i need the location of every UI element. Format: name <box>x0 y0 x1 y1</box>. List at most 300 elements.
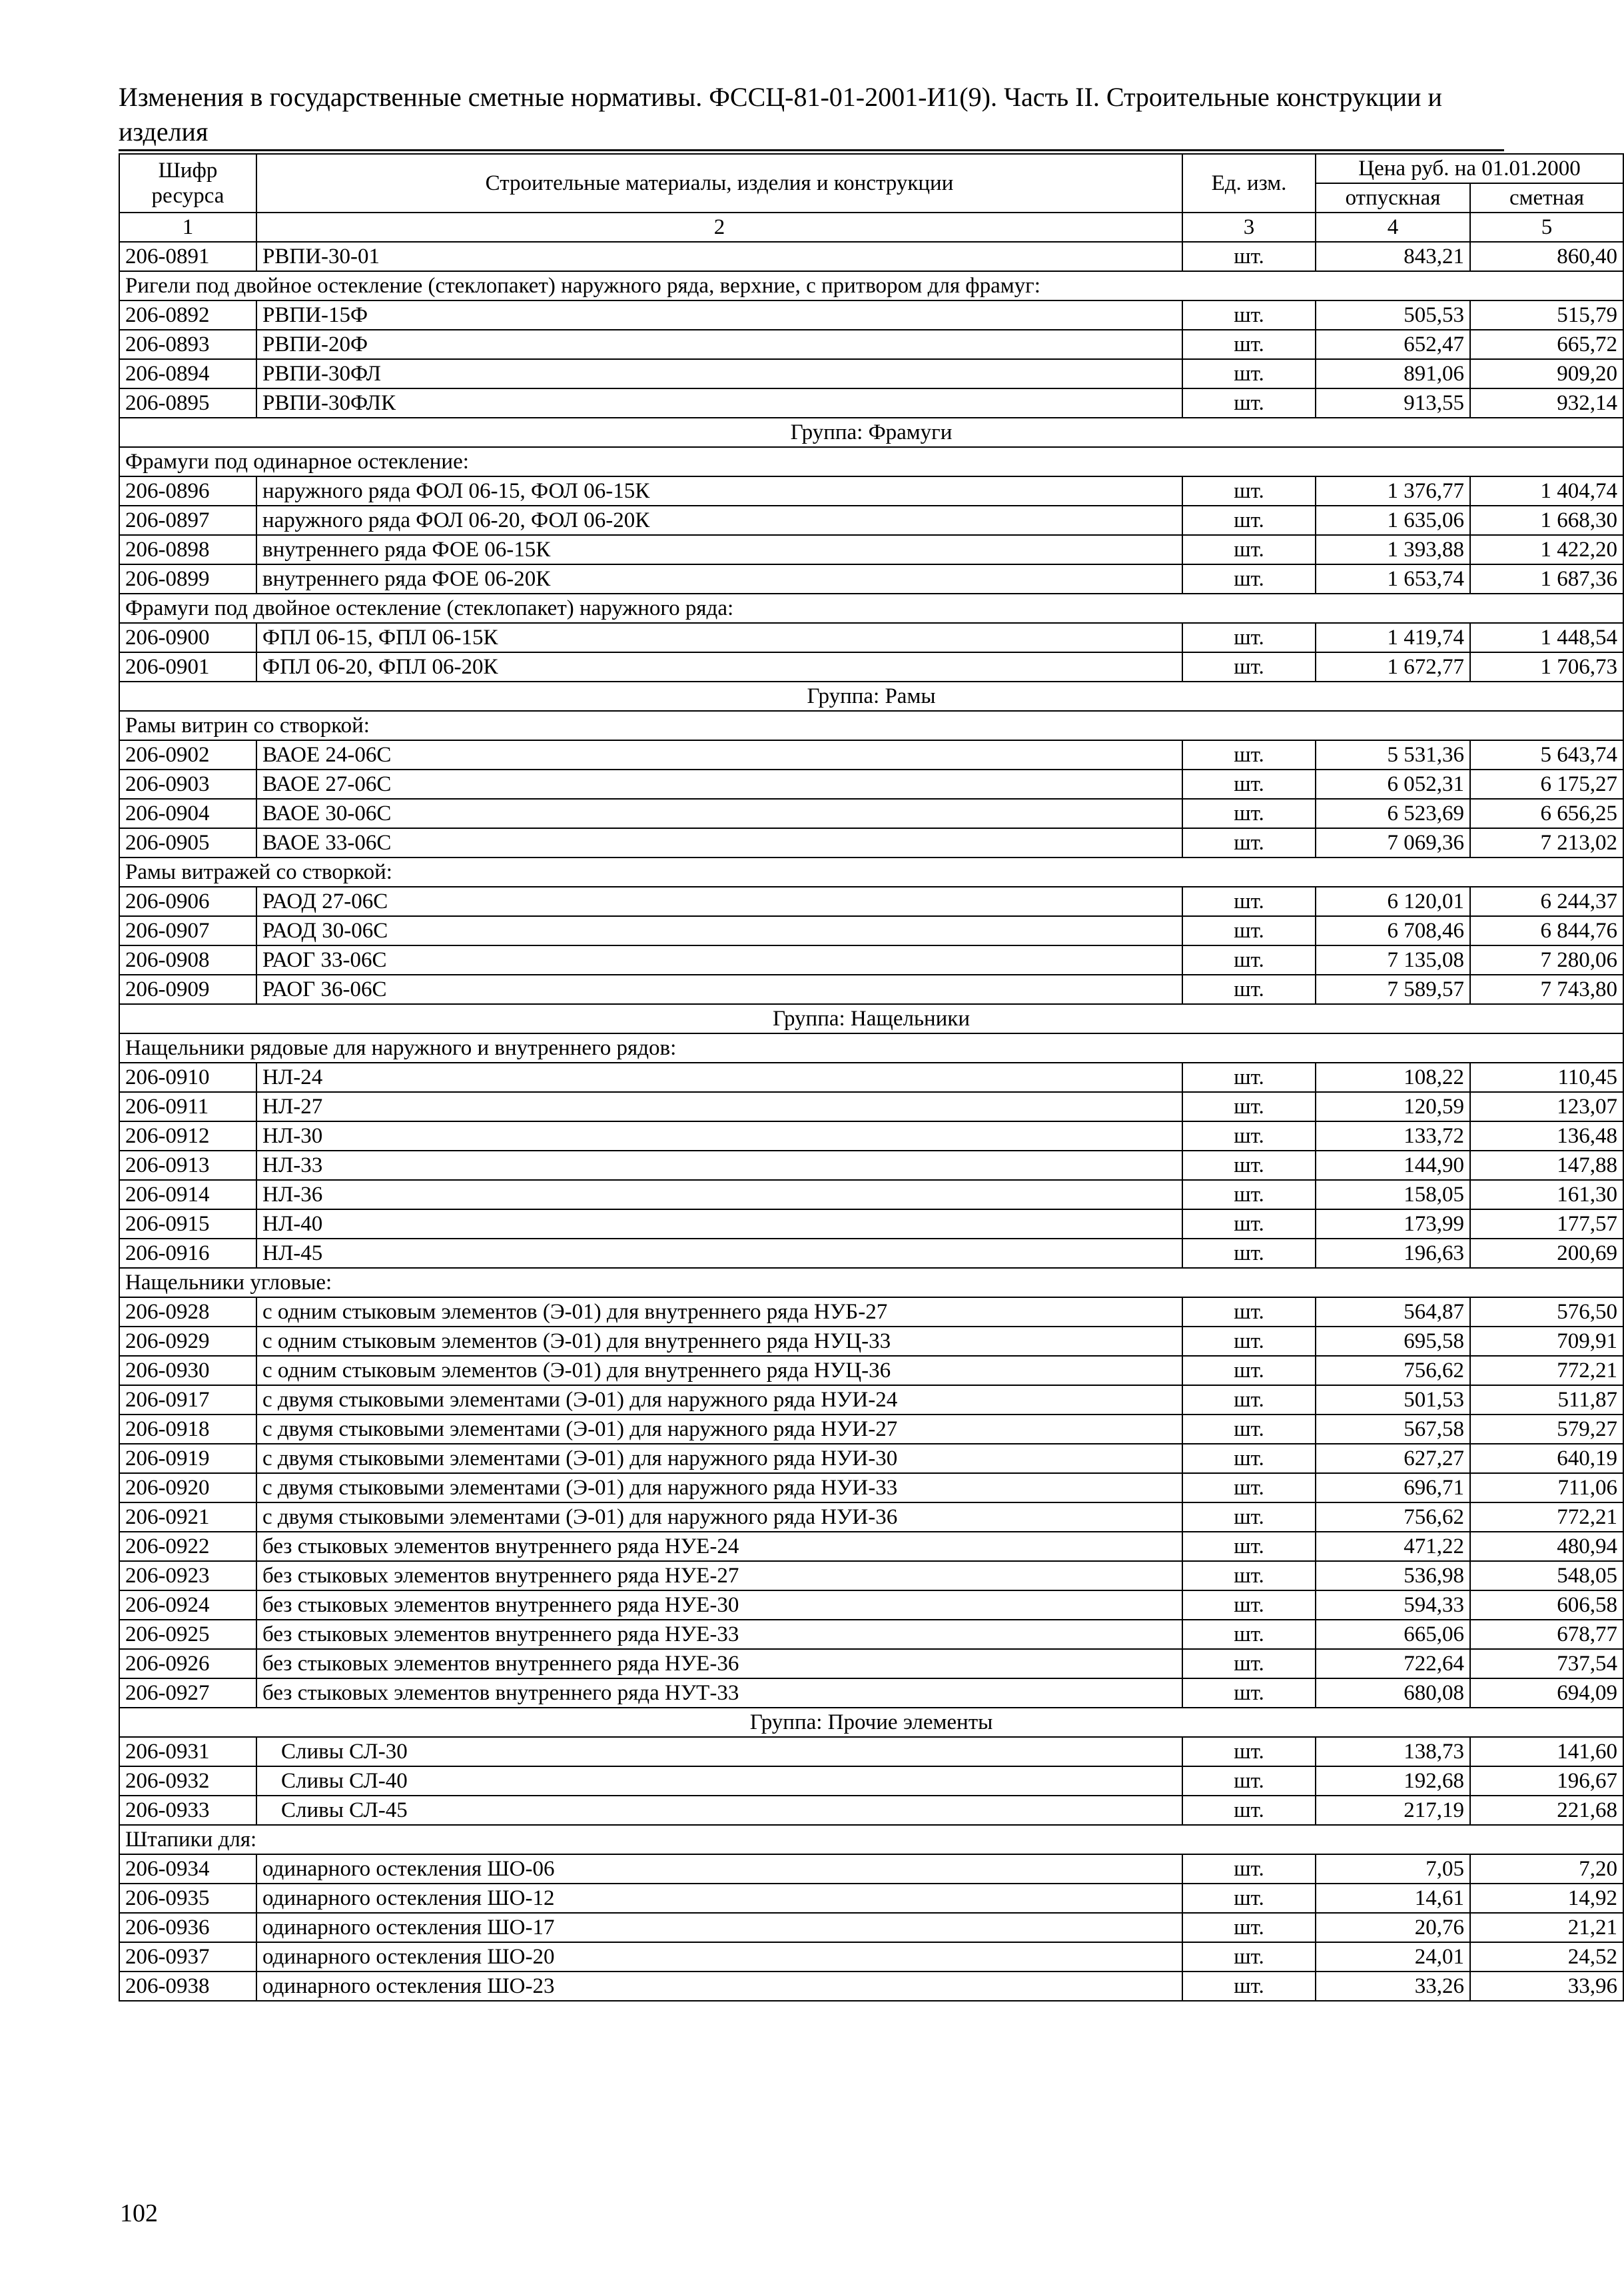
unit: шт. <box>1182 1151 1316 1180</box>
table-row <box>119 330 1623 359</box>
material-name: одинарного остекления ШО-12 <box>256 1884 1182 1913</box>
header-price: Цена руб. на 01.01.2000 <box>1316 154 1623 183</box>
table-row <box>119 476 1623 506</box>
estimate-price: 221,68 <box>1470 1796 1623 1825</box>
resource-code: 206-0921 <box>119 1502 256 1532</box>
subheading: Рамы витражей со створкой: <box>119 857 1623 887</box>
unit: шт. <box>1182 945 1316 975</box>
release-price: 7 069,36 <box>1316 828 1470 857</box>
material-name: ФПЛ 06-15, ФПЛ 06-15К <box>256 623 1182 652</box>
table-row <box>119 1766 1623 1796</box>
release-price: 695,58 <box>1316 1327 1470 1356</box>
table-body <box>119 242 1623 2001</box>
table-row <box>119 975 1623 1004</box>
estimate-price: 694,09 <box>1470 1678 1623 1708</box>
unit: шт. <box>1182 1297 1316 1327</box>
estimate-price: 7 743,80 <box>1470 975 1623 1004</box>
estimate-price: 161,30 <box>1470 1180 1623 1209</box>
table-row <box>119 1209 1623 1239</box>
table-row <box>119 1356 1623 1385</box>
release-price: 6 052,31 <box>1316 770 1470 799</box>
table-row <box>119 1239 1623 1268</box>
release-price: 696,71 <box>1316 1473 1470 1502</box>
subheading-row <box>119 711 1623 740</box>
subheading-row <box>119 594 1623 623</box>
unit: шт. <box>1182 1180 1316 1209</box>
table-row <box>119 300 1623 330</box>
subheading: Нащельники рядовые для наружного и внутреннего рядов: <box>119 1033 1623 1063</box>
estimate-price: 606,58 <box>1470 1590 1623 1620</box>
material-name: РВПИ-15Ф <box>256 300 1182 330</box>
resource-code: 206-0905 <box>119 828 256 857</box>
resource-code: 206-0909 <box>119 975 256 1004</box>
material-name: НЛ-27 <box>256 1092 1182 1121</box>
table-row <box>119 388 1623 418</box>
header-name: Строительные материалы, изделия и конструкции <box>256 154 1182 213</box>
release-price: 20,76 <box>1316 1913 1470 1942</box>
material-name: ВАОЕ 33-06С <box>256 828 1182 857</box>
release-price: 217,19 <box>1316 1796 1470 1825</box>
unit: шт. <box>1182 1854 1316 1884</box>
unit: шт. <box>1182 1561 1316 1590</box>
estimate-price: 709,91 <box>1470 1327 1623 1356</box>
estimate-price: 772,21 <box>1470 1502 1623 1532</box>
estimate-price: 136,48 <box>1470 1121 1623 1151</box>
unit: шт. <box>1182 1063 1316 1092</box>
estimate-price: 1 448,54 <box>1470 623 1623 652</box>
material-name: РВПИ-20Ф <box>256 330 1182 359</box>
estimate-price: 579,27 <box>1470 1415 1623 1444</box>
material-name: внутреннего ряда ФОЕ 06-20К <box>256 564 1182 594</box>
resource-code: 206-0911 <box>119 1092 256 1121</box>
unit: шт. <box>1182 1209 1316 1239</box>
resource-code: 206-0932 <box>119 1766 256 1796</box>
material-name: одинарного остекления ШО-23 <box>256 1972 1182 2001</box>
table-row <box>119 1561 1623 1590</box>
unit: шт. <box>1182 359 1316 388</box>
group-title: Группа: Рамы <box>119 682 1623 711</box>
release-price: 138,73 <box>1316 1737 1470 1766</box>
resource-code: 206-0903 <box>119 770 256 799</box>
unit: шт. <box>1182 1590 1316 1620</box>
resource-code: 206-0915 <box>119 1209 256 1239</box>
table-row <box>119 1502 1623 1532</box>
resource-code: 206-0893 <box>119 330 256 359</box>
resource-code: 206-0898 <box>119 535 256 564</box>
material-name: с одним стыковым элементов (Э-01) для внутреннего ряда НУЦ-36 <box>256 1356 1182 1385</box>
estimate-price: 932,14 <box>1470 388 1623 418</box>
release-price: 891,06 <box>1316 359 1470 388</box>
unit: шт. <box>1182 388 1316 418</box>
resource-code: 206-0906 <box>119 887 256 916</box>
unit: шт. <box>1182 828 1316 857</box>
material-name: РВПИ-30-01 <box>256 242 1182 271</box>
subheading: Штапики для: <box>119 1825 1623 1854</box>
estimate-price: 7 213,02 <box>1470 828 1623 857</box>
table-row <box>119 1180 1623 1209</box>
unit: шт. <box>1182 242 1316 271</box>
release-price: 14,61 <box>1316 1884 1470 1913</box>
unit: шт. <box>1182 740 1316 770</box>
release-price: 1 635,06 <box>1316 506 1470 535</box>
estimate-price: 6 656,25 <box>1470 799 1623 828</box>
release-price: 7 135,08 <box>1316 945 1470 975</box>
resource-code: 206-0920 <box>119 1473 256 1502</box>
release-price: 33,26 <box>1316 1972 1470 2001</box>
estimate-price: 5 643,74 <box>1470 740 1623 770</box>
material-name: РВПИ-30ФЛ <box>256 359 1182 388</box>
page-number: 102 <box>120 2199 158 2227</box>
material-name: РАОГ 36-06С <box>256 975 1182 1004</box>
table-row <box>119 1590 1623 1620</box>
material-name: НЛ-40 <box>256 1209 1182 1239</box>
resource-code: 206-0891 <box>119 242 256 271</box>
subheading-row <box>119 447 1623 476</box>
estimate-price: 177,57 <box>1470 1209 1623 1239</box>
column-number: 5 <box>1470 213 1623 242</box>
unit: шт. <box>1182 330 1316 359</box>
resource-code: 206-0895 <box>119 388 256 418</box>
resource-code: 206-0936 <box>119 1913 256 1942</box>
subheading: Фрамуги под одинарное остекление: <box>119 447 1623 476</box>
estimate-price: 548,05 <box>1470 1561 1623 1590</box>
release-price: 680,08 <box>1316 1678 1470 1708</box>
table-row <box>119 1121 1623 1151</box>
material-name: с двумя стыковыми элементами (Э-01) для наружного ряда НУИ-24 <box>256 1385 1182 1415</box>
resource-code: 206-0926 <box>119 1649 256 1678</box>
release-price: 133,72 <box>1316 1121 1470 1151</box>
unit: шт. <box>1182 1473 1316 1502</box>
release-price: 567,58 <box>1316 1415 1470 1444</box>
release-price: 108,22 <box>1316 1063 1470 1092</box>
unit: шт. <box>1182 1356 1316 1385</box>
estimate-price: 576,50 <box>1470 1297 1623 1327</box>
group-row <box>119 682 1623 711</box>
release-price: 1 653,74 <box>1316 564 1470 594</box>
release-price: 1 419,74 <box>1316 623 1470 652</box>
release-price: 144,90 <box>1316 1151 1470 1180</box>
resource-code: 206-0904 <box>119 799 256 828</box>
material-name: внутреннего ряда ФОЕ 06-15К <box>256 535 1182 564</box>
estimate-price: 14,92 <box>1470 1884 1623 1913</box>
unit: шт. <box>1182 535 1316 564</box>
material-name: одинарного остекления ШО-20 <box>256 1942 1182 1972</box>
table-row <box>119 1385 1623 1415</box>
subheading-row <box>119 857 1623 887</box>
resource-code: 206-0923 <box>119 1561 256 1590</box>
material-name: одинарного остекления ШО-17 <box>256 1913 1182 1942</box>
material-name: без стыковых элементов внутреннего ряда НУЕ-33 <box>256 1620 1182 1649</box>
estimate-price: 196,67 <box>1470 1766 1623 1796</box>
material-name: одинарного остекления ШО-06 <box>256 1854 1182 1884</box>
resource-code: 206-0925 <box>119 1620 256 1649</box>
subheading-row <box>119 271 1623 300</box>
table-row <box>119 506 1623 535</box>
table-row <box>119 916 1623 945</box>
material-name: с одним стыковым элементов (Э-01) для внутреннего ряда НУБ-27 <box>256 1297 1182 1327</box>
estimate-price: 711,06 <box>1470 1473 1623 1502</box>
resource-code: 206-0917 <box>119 1385 256 1415</box>
unit: шт. <box>1182 1737 1316 1766</box>
group-title: Группа: Нащельники <box>119 1004 1623 1033</box>
unit: шт. <box>1182 623 1316 652</box>
release-price: 501,53 <box>1316 1385 1470 1415</box>
estimate-price: 1 404,74 <box>1470 476 1623 506</box>
estimate-price: 909,20 <box>1470 359 1623 388</box>
table-row <box>119 1327 1623 1356</box>
estimate-price: 665,72 <box>1470 330 1623 359</box>
unit: шт. <box>1182 1796 1316 1825</box>
estimate-price: 33,96 <box>1470 1972 1623 2001</box>
estimate-price: 1 687,36 <box>1470 564 1623 594</box>
unit: шт. <box>1182 1385 1316 1415</box>
unit: шт. <box>1182 1502 1316 1532</box>
unit: шт. <box>1182 1766 1316 1796</box>
table-row <box>119 828 1623 857</box>
material-name: Сливы СЛ-40 <box>256 1766 1182 1796</box>
estimate-price: 6 844,76 <box>1470 916 1623 945</box>
unit: шт. <box>1182 476 1316 506</box>
release-price: 756,62 <box>1316 1356 1470 1385</box>
unit: шт. <box>1182 1884 1316 1913</box>
table-row <box>119 1737 1623 1766</box>
estimate-price: 21,21 <box>1470 1913 1623 1942</box>
resource-code: 206-0892 <box>119 300 256 330</box>
column-number: 2 <box>256 213 1182 242</box>
table-row <box>119 1532 1623 1561</box>
unit: шт. <box>1182 1942 1316 1972</box>
table-row <box>119 242 1623 271</box>
table-row <box>119 1444 1623 1473</box>
resource-code: 206-0899 <box>119 564 256 594</box>
material-name: ФПЛ 06-20, ФПЛ 06-20К <box>256 652 1182 682</box>
unit: шт. <box>1182 975 1316 1004</box>
unit: шт. <box>1182 1092 1316 1121</box>
resource-code: 206-0894 <box>119 359 256 388</box>
material-name: с двумя стыковыми элементами (Э-01) для наружного ряда НУИ-33 <box>256 1473 1182 1502</box>
table-row <box>119 887 1623 916</box>
material-name: РАОД 27-06С <box>256 887 1182 916</box>
release-price: 665,06 <box>1316 1620 1470 1649</box>
column-number: 1 <box>119 213 256 242</box>
header-code: Шифр ресурса <box>119 154 256 213</box>
release-price: 6 708,46 <box>1316 916 1470 945</box>
release-price: 913,55 <box>1316 388 1470 418</box>
table-row <box>119 1913 1623 1942</box>
resource-code: 206-0935 <box>119 1884 256 1913</box>
table-row <box>119 1473 1623 1502</box>
estimate-price: 24,52 <box>1470 1942 1623 1972</box>
material-name: без стыковых элементов внутреннего ряда НУЕ-30 <box>256 1590 1182 1620</box>
header-estimate-price: сметная <box>1470 183 1623 213</box>
table-row <box>119 1942 1623 1972</box>
table-row <box>119 1854 1623 1884</box>
material-name: РАОГ 33-06С <box>256 945 1182 975</box>
header-unit: Ед. изм. <box>1182 154 1316 213</box>
group-row <box>119 1708 1623 1737</box>
estimate-price: 6 175,27 <box>1470 770 1623 799</box>
unit: шт. <box>1182 506 1316 535</box>
estimate-price: 200,69 <box>1470 1239 1623 1268</box>
estimate-price: 511,87 <box>1470 1385 1623 1415</box>
material-name: НЛ-30 <box>256 1121 1182 1151</box>
material-name: Сливы СЛ-45 <box>256 1796 1182 1825</box>
table-row <box>119 1063 1623 1092</box>
column-number: 4 <box>1316 213 1470 242</box>
material-name: с двумя стыковыми элементами (Э-01) для наружного ряда НУИ-27 <box>256 1415 1182 1444</box>
material-name: с одним стыковым элементов (Э-01) для внутреннего ряда НУЦ-33 <box>256 1327 1182 1356</box>
group-title: Группа: Фрамуги <box>119 418 1623 447</box>
group-title: Группа: Прочие элементы <box>119 1708 1623 1737</box>
resource-code: 206-0934 <box>119 1854 256 1884</box>
material-name: НЛ-36 <box>256 1180 1182 1209</box>
table-row <box>119 1151 1623 1180</box>
release-price: 505,53 <box>1316 300 1470 330</box>
estimate-price: 123,07 <box>1470 1092 1623 1121</box>
group-row <box>119 418 1623 447</box>
resource-code: 206-0912 <box>119 1121 256 1151</box>
release-price: 756,62 <box>1316 1502 1470 1532</box>
unit: шт. <box>1182 916 1316 945</box>
table-row <box>119 1620 1623 1649</box>
estimate-price: 1 668,30 <box>1470 506 1623 535</box>
material-name: без стыковых элементов внутреннего ряда НУТ-33 <box>256 1678 1182 1708</box>
unit: шт. <box>1182 1532 1316 1561</box>
column-number: 3 <box>1182 213 1316 242</box>
material-name: с двумя стыковыми элементами (Э-01) для наружного ряда НУИ-36 <box>256 1502 1182 1532</box>
estimate-price: 1 706,73 <box>1470 652 1623 682</box>
resource-code: 206-0910 <box>119 1063 256 1092</box>
material-name: НЛ-45 <box>256 1239 1182 1268</box>
estimate-price: 141,60 <box>1470 1737 1623 1766</box>
release-price: 120,59 <box>1316 1092 1470 1121</box>
release-price: 192,68 <box>1316 1766 1470 1796</box>
unit: шт. <box>1182 1415 1316 1444</box>
estimate-price: 860,40 <box>1470 242 1623 271</box>
resource-code: 206-0929 <box>119 1327 256 1356</box>
table-row <box>119 1415 1623 1444</box>
resource-code: 206-0928 <box>119 1297 256 1327</box>
table-row <box>119 770 1623 799</box>
subheading: Фрамуги под двойное остекление (стеклопакет) наружного ряда: <box>119 594 1623 623</box>
material-name: Сливы СЛ-30 <box>256 1737 1182 1766</box>
unit: шт. <box>1182 1649 1316 1678</box>
estimate-price: 6 244,37 <box>1470 887 1623 916</box>
subheading: Ригели под двойное остекление (стеклопакет) наружного ряда, верхние, с притвором для фрамуг: <box>119 271 1623 300</box>
table-row <box>119 1884 1623 1913</box>
resource-code: 206-0919 <box>119 1444 256 1473</box>
material-name: НЛ-24 <box>256 1063 1182 1092</box>
release-price: 1 376,77 <box>1316 476 1470 506</box>
subheading-row <box>119 1033 1623 1063</box>
release-price: 564,87 <box>1316 1297 1470 1327</box>
unit: шт. <box>1182 1121 1316 1151</box>
release-price: 843,21 <box>1316 242 1470 271</box>
estimate-price: 737,54 <box>1470 1649 1623 1678</box>
unit: шт. <box>1182 564 1316 594</box>
release-price: 6 120,01 <box>1316 887 1470 916</box>
resource-code: 206-0931 <box>119 1737 256 1766</box>
release-price: 7 589,57 <box>1316 975 1470 1004</box>
resource-code: 206-0933 <box>119 1796 256 1825</box>
subheading-row <box>119 1825 1623 1854</box>
release-price: 173,99 <box>1316 1209 1470 1239</box>
unit: шт. <box>1182 770 1316 799</box>
table-row <box>119 740 1623 770</box>
release-price: 158,05 <box>1316 1180 1470 1209</box>
resource-code: 206-0930 <box>119 1356 256 1385</box>
release-price: 24,01 <box>1316 1942 1470 1972</box>
unit: шт. <box>1182 1913 1316 1942</box>
estimate-price: 110,45 <box>1470 1063 1623 1092</box>
material-name: без стыковых элементов внутреннего ряда НУЕ-27 <box>256 1561 1182 1590</box>
release-price: 536,98 <box>1316 1561 1470 1590</box>
release-price: 5 531,36 <box>1316 740 1470 770</box>
estimate-price: 7,20 <box>1470 1854 1623 1884</box>
table-row <box>119 652 1623 682</box>
subheading-row <box>119 1268 1623 1297</box>
material-name: наружного ряда ФОЛ 06-20, ФОЛ 06-20К <box>256 506 1182 535</box>
resource-code: 206-0896 <box>119 476 256 506</box>
unit: шт. <box>1182 799 1316 828</box>
resource-code: 206-0908 <box>119 945 256 975</box>
material-name: РАОД 30-06С <box>256 916 1182 945</box>
table-row <box>119 1297 1623 1327</box>
resource-code: 206-0902 <box>119 740 256 770</box>
material-name: ВАОЕ 27-06С <box>256 770 1182 799</box>
price-table <box>119 153 1624 2001</box>
document-title: Изменения в государственные сметные нормативы. ФССЦ-81-01-2001-И1(9). Часть II. Строительные конструкции и изделия <box>119 80 1504 151</box>
resource-code: 206-0938 <box>119 1972 256 2001</box>
material-name: без стыковых элементов внутреннего ряда НУЕ-36 <box>256 1649 1182 1678</box>
estimate-price: 640,19 <box>1470 1444 1623 1473</box>
unit: шт. <box>1182 1239 1316 1268</box>
resource-code: 206-0900 <box>119 623 256 652</box>
estimate-price: 480,94 <box>1470 1532 1623 1561</box>
unit: шт. <box>1182 1678 1316 1708</box>
release-price: 196,63 <box>1316 1239 1470 1268</box>
unit: шт. <box>1182 1620 1316 1649</box>
release-price: 627,27 <box>1316 1444 1470 1473</box>
table-row <box>119 945 1623 975</box>
unit: шт. <box>1182 887 1316 916</box>
unit: шт. <box>1182 300 1316 330</box>
release-price: 722,64 <box>1316 1649 1470 1678</box>
material-name: ВАОЕ 24-06С <box>256 740 1182 770</box>
table-row <box>119 1092 1623 1121</box>
estimate-price: 515,79 <box>1470 300 1623 330</box>
table-row <box>119 564 1623 594</box>
release-price: 7,05 <box>1316 1854 1470 1884</box>
resource-code: 206-0916 <box>119 1239 256 1268</box>
unit: шт. <box>1182 1972 1316 2001</box>
release-price: 594,33 <box>1316 1590 1470 1620</box>
table-row <box>119 1796 1623 1825</box>
resource-code: 206-0913 <box>119 1151 256 1180</box>
estimate-price: 772,21 <box>1470 1356 1623 1385</box>
estimate-price: 1 422,20 <box>1470 535 1623 564</box>
material-name: наружного ряда ФОЛ 06-15, ФОЛ 06-15К <box>256 476 1182 506</box>
group-row <box>119 1004 1623 1033</box>
table-row <box>119 1649 1623 1678</box>
unit: шт. <box>1182 1327 1316 1356</box>
release-price: 652,47 <box>1316 330 1470 359</box>
release-price: 1 393,88 <box>1316 535 1470 564</box>
subheading: Рамы витрин со створкой: <box>119 711 1623 740</box>
release-price: 1 672,77 <box>1316 652 1470 682</box>
table-row <box>119 359 1623 388</box>
resource-code: 206-0937 <box>119 1942 256 1972</box>
